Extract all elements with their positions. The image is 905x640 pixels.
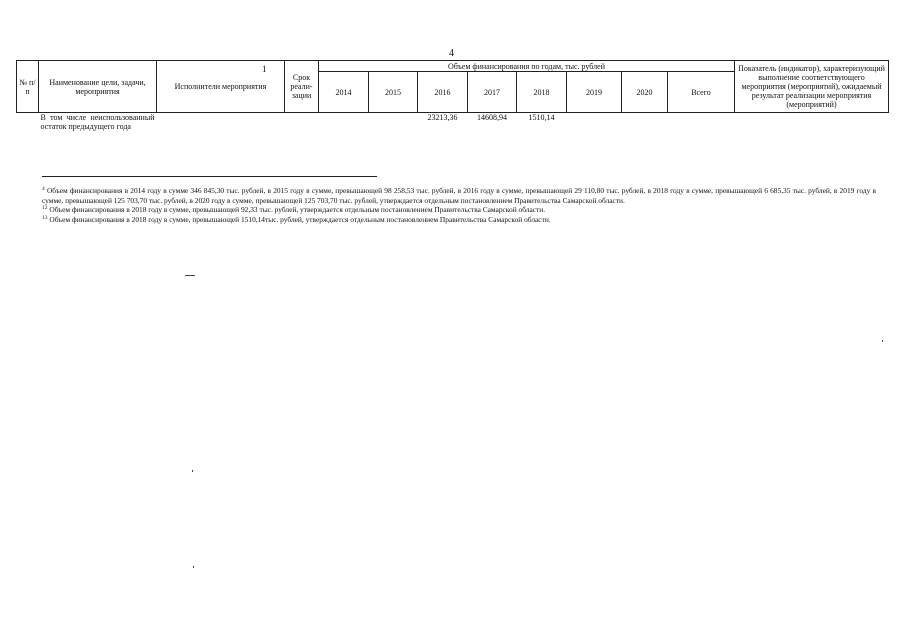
footnote-mark: 13 (42, 214, 48, 221)
footnote-mark: 4 (42, 186, 45, 192)
header-year-2015: 2015 (369, 72, 418, 113)
footnotes (42, 186, 876, 224)
footnote-text: Объем финансирования в 2014 году в сумме 346 845,30 тыс. рублей, в 2015 году в сумме, превышающей 98 258,53 тыс. рублей, в 2016 году в сумме, превышающей 29 110,80 тыс. рублей, в 2018 году в сумме, превышающей 6 685,35 тыс. рублей, в 2019 году в сумме, превышающей 125 703,70 тыс. рублей, в 2020 году в сумме, превышающей 125 703,70 тыс. рублей, утверждается отдельным постановлением Правительства Самарской области. (42, 186, 876, 205)
footnote-mark: 12 (42, 205, 48, 211)
table-header-row (17, 61, 889, 72)
header-executors: Исполнители мероприятия (157, 61, 285, 113)
cell-2016: 23213,36 (427, 113, 458, 122)
table-row (17, 113, 889, 132)
page-number: 4 (449, 48, 454, 59)
header-year-2019: 2019 (567, 72, 622, 113)
cell-2018: 1510,14 (528, 113, 555, 122)
header-year-2020: 2020 (622, 72, 668, 113)
header-year-2014: 2014 (319, 72, 369, 113)
scan-mark (192, 470, 193, 472)
header-name: Наименование цели, задачи, мероприятия (39, 61, 157, 113)
footnote (42, 215, 876, 225)
scan-mark (193, 566, 194, 568)
footnote (42, 186, 876, 205)
footnote-text: Объем финансирования в 2018 году в сумме, превышающей 92,33 тыс. рублей, утверждается отдельным постановлением Правительства Самарской области. (49, 205, 546, 214)
header-indicator: Показатель (индикатор), характеризующий выполнение соответствующего мероприятия (мероприятий), ожидаемый результат реализации мероприятия (мероприятий) (735, 61, 889, 113)
header-term: Срок реали-зации (285, 61, 319, 113)
header-mark: 1 (262, 64, 267, 74)
scan-mark (882, 340, 883, 342)
header-year-2018: 2018 (517, 72, 567, 113)
header-financing: Объем финансирования по годам, тыс. рублей (319, 61, 735, 72)
footnote (42, 205, 876, 215)
row-label: В том числе неиспользованный остаток предыдущего года (40, 113, 155, 131)
cell-2017: 14608,94 (477, 113, 507, 122)
header-number: № п/п (17, 61, 39, 113)
header-year-2017: 2017 (468, 72, 517, 113)
footnote-text: Объем финансирования в 2018 году в сумме, превышающей 1510,14тыс. рублей, утверждается отдельным постановлением Правительства Самарской области. (49, 214, 551, 224)
header-total: Всего (668, 72, 735, 113)
header-year-2016: 2016 (418, 72, 468, 113)
footnote-separator (42, 176, 377, 177)
budget-table (16, 60, 889, 131)
scan-mark (185, 275, 195, 276)
